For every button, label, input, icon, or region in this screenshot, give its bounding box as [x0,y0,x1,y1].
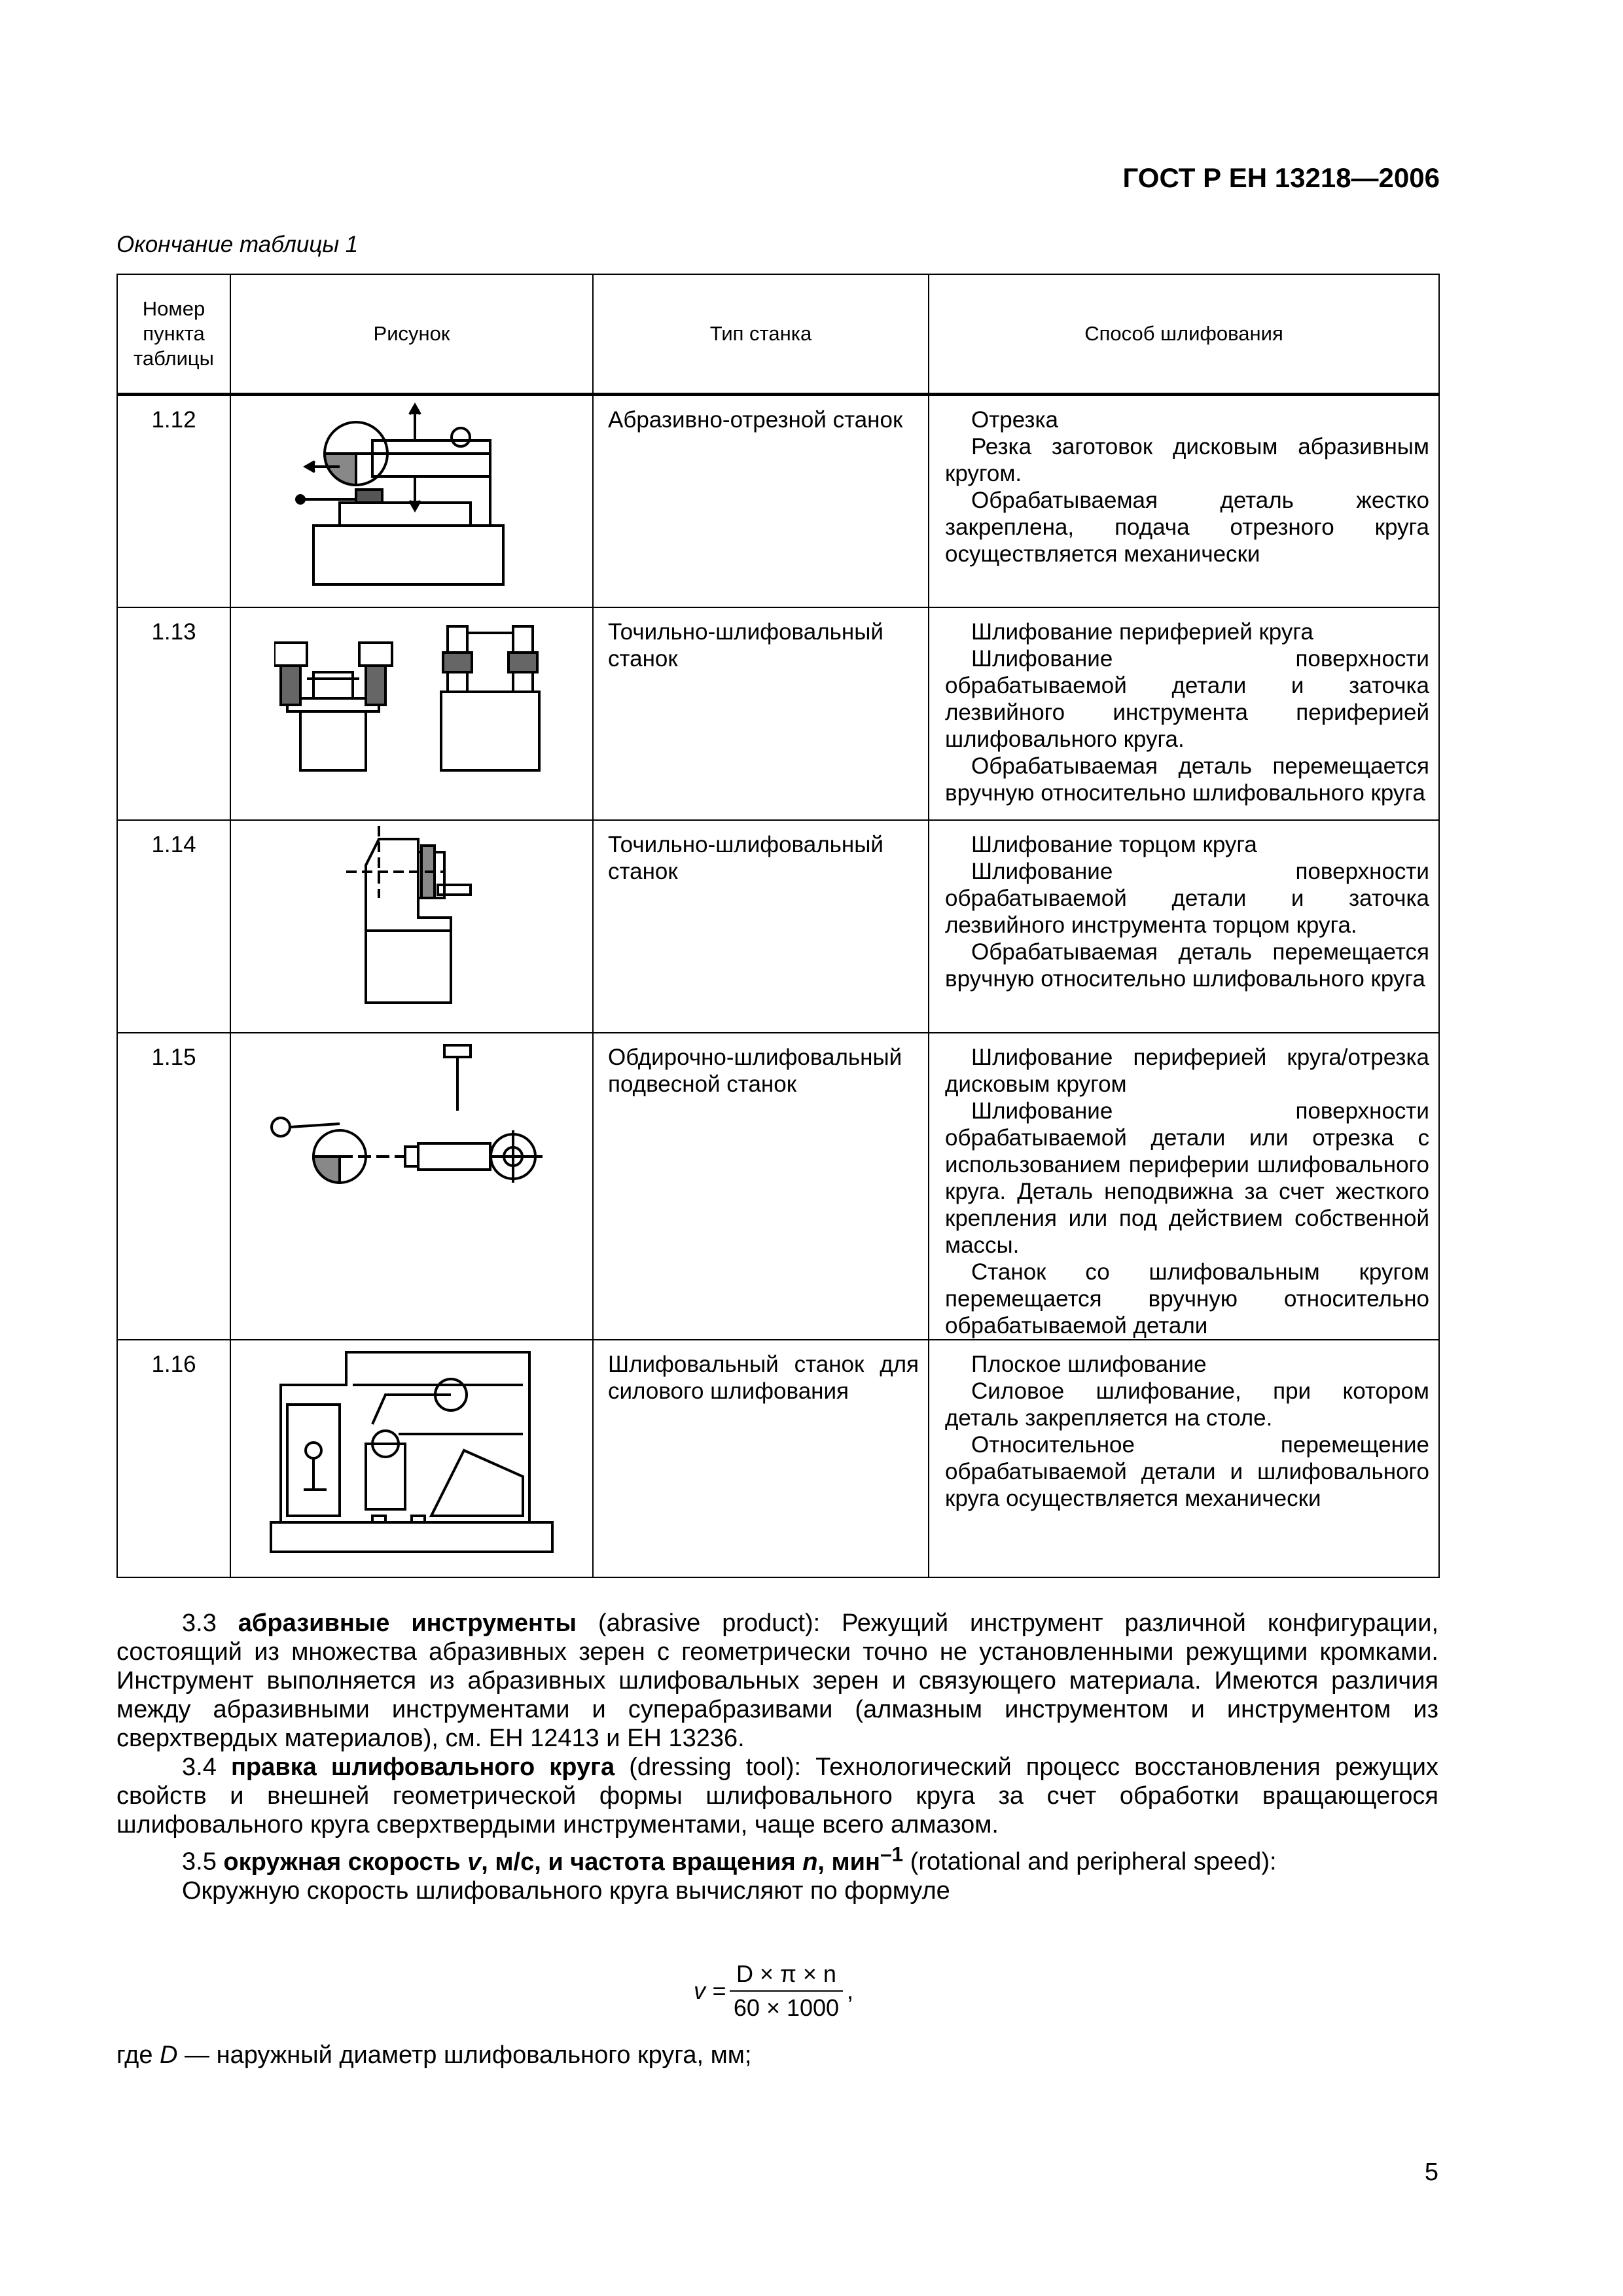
bench-grinder-periphery-drawing [274,613,549,777]
method-title: Плоское шлифование [971,1351,1207,1377]
table-header-row [117,274,1439,395]
figure-cell [230,1340,593,1577]
paragraph-3-4: 3.4 правка шлифовального круга (dressing tool): Технологический процесс восстановления режущих свойств и внешней геометрической формы шлифовального круга за счет обработки вращающегося шлифовального круга сверхтвердыми инструментами, чаще всего алмазом. [116,1753,1438,1839]
method-line: Относительное перемещение обрабатываемой детали и шлифовального круга осуществляется механически [945,1431,1429,1511]
where-clause: где D — наружный диаметр шлифовального круга, мм; [116,2041,752,2069]
bench-grinder-face-drawing [346,826,477,1009]
header-item-number: Номер пункта таблицы [117,274,230,395]
method-line: Шлифование поверхности обрабатываемой детали и заточка лезвийного инструмента торцом круга. [945,858,1429,938]
table-caption: Окончание таблицы 1 [116,232,359,257]
method-cell [929,1340,1439,1577]
method-line: Обрабатываемая деталь перемещается вручную относительно шлифовального круга [945,939,1429,992]
method-cell [929,395,1439,607]
formula-fraction [730,1960,843,2022]
machine-type: Абразивно-отрезной станок [593,395,929,607]
page-number: 5 [1424,2159,1438,2186]
row-number: 1.16 [117,1340,230,1577]
formula-tail: , [846,1977,853,2004]
header-figure: Рисунок [230,274,593,395]
machine-type: Шлифовальный станок для силового шлифования [593,1340,929,1577]
heavy-duty-grinding-machine-drawing [268,1346,556,1555]
machine-types-table [116,274,1440,1578]
header-method: Способ шлифования [929,274,1439,395]
method-line: Станок со шлифовальным кругом перемещается вручную относительно обрабатываемой детали [945,1259,1429,1338]
row-number: 1.13 [117,607,230,820]
row-number: 1.12 [117,395,230,607]
abrasive-cutoff-machine-drawing [294,401,529,591]
table-row [117,1033,1439,1340]
machine-type: Точильно-шлифовальный станок [593,820,929,1033]
method-line: Шлифование поверхности обрабатываемой детали или отрезка с использованием периферии шлифовального круга. Деталь неподвижна за счет жесткого крепления или под действием собственной массы. [945,1098,1429,1258]
machine-type: Точильно-шлифовальный станок [593,607,929,820]
table-row [117,1340,1439,1577]
method-line: Силовое шлифование, при котором деталь закрепляется на столе. [945,1378,1429,1431]
definitions-text [116,1609,1438,1905]
method-line: Резка заготовок дисковым абразивным кругом. [945,434,1429,486]
method-line: Обрабатываемая деталь жестко закреплена, подача отрезного круга осуществляется механически [945,488,1429,567]
figure-cell [230,820,593,1033]
method-cell [929,607,1439,820]
figure-cell [230,607,593,820]
table-row [117,395,1439,607]
header-machine-type: Тип станка [593,274,929,395]
method-title: Отрезка [971,407,1059,433]
suspended-snagging-grinder-drawing [268,1039,556,1209]
speed-formula [694,1960,853,2022]
table-row [117,820,1439,1033]
method-title: Шлифование торцом круга [971,831,1257,857]
row-number: 1.15 [117,1033,230,1340]
formula-denominator: 60 × 1000 [733,1994,840,2021]
paragraph-formula-intro: Окружную скорость шлифовального круга вычисляют по формуле [182,1876,950,1905]
row-number: 1.14 [117,820,230,1033]
method-line: Обрабатываемая деталь перемещается вручную относительно шлифовального круга [945,753,1429,806]
machine-type: Обдирочно-шлифовальный подвесной станок [593,1033,929,1340]
paragraph-3-3: 3.3 абразивные инструменты (abrasive product): Режущий инструмент различной конфигурации, состоящий из множества абразивных зерен с геометрически точно не установленными режущими кромками. Инструмент выполняется из абразивных шлифовальных зерен и связующего материала. Имеются различия между абразивными инструментами и суперабразивами (алмазным инструментом и инструментом из сверхтвердых материалов), см. ЕН 12413 и ЕН 13236. [116,1609,1438,1752]
paragraph-3-5: 3.5 окружная скорость v, м/с, и частота вращения n, мин$^{-1}$ (rotational and peripheral speed): [182,1842,1277,1876]
figure-cell [230,1033,593,1340]
figure-cell [230,395,593,607]
method-cell [929,1033,1439,1340]
method-title: Шлифование периферией круга [971,619,1313,645]
standard-code: ГОСТ Р ЕН 13218—2006 [1122,162,1440,193]
table-row [117,607,1439,820]
method-title: Шлифование периферией круга/отрезка дисковым кругом [945,1044,1429,1097]
formula-numerator: D × π × n [730,1960,843,1992]
method-line: Шлифование поверхности обрабатываемой детали и заточка лезвийного инструмента периферией шлифовального круга. [945,645,1429,752]
formula-lhs: v = [694,1977,726,2004]
method-cell [929,820,1439,1033]
